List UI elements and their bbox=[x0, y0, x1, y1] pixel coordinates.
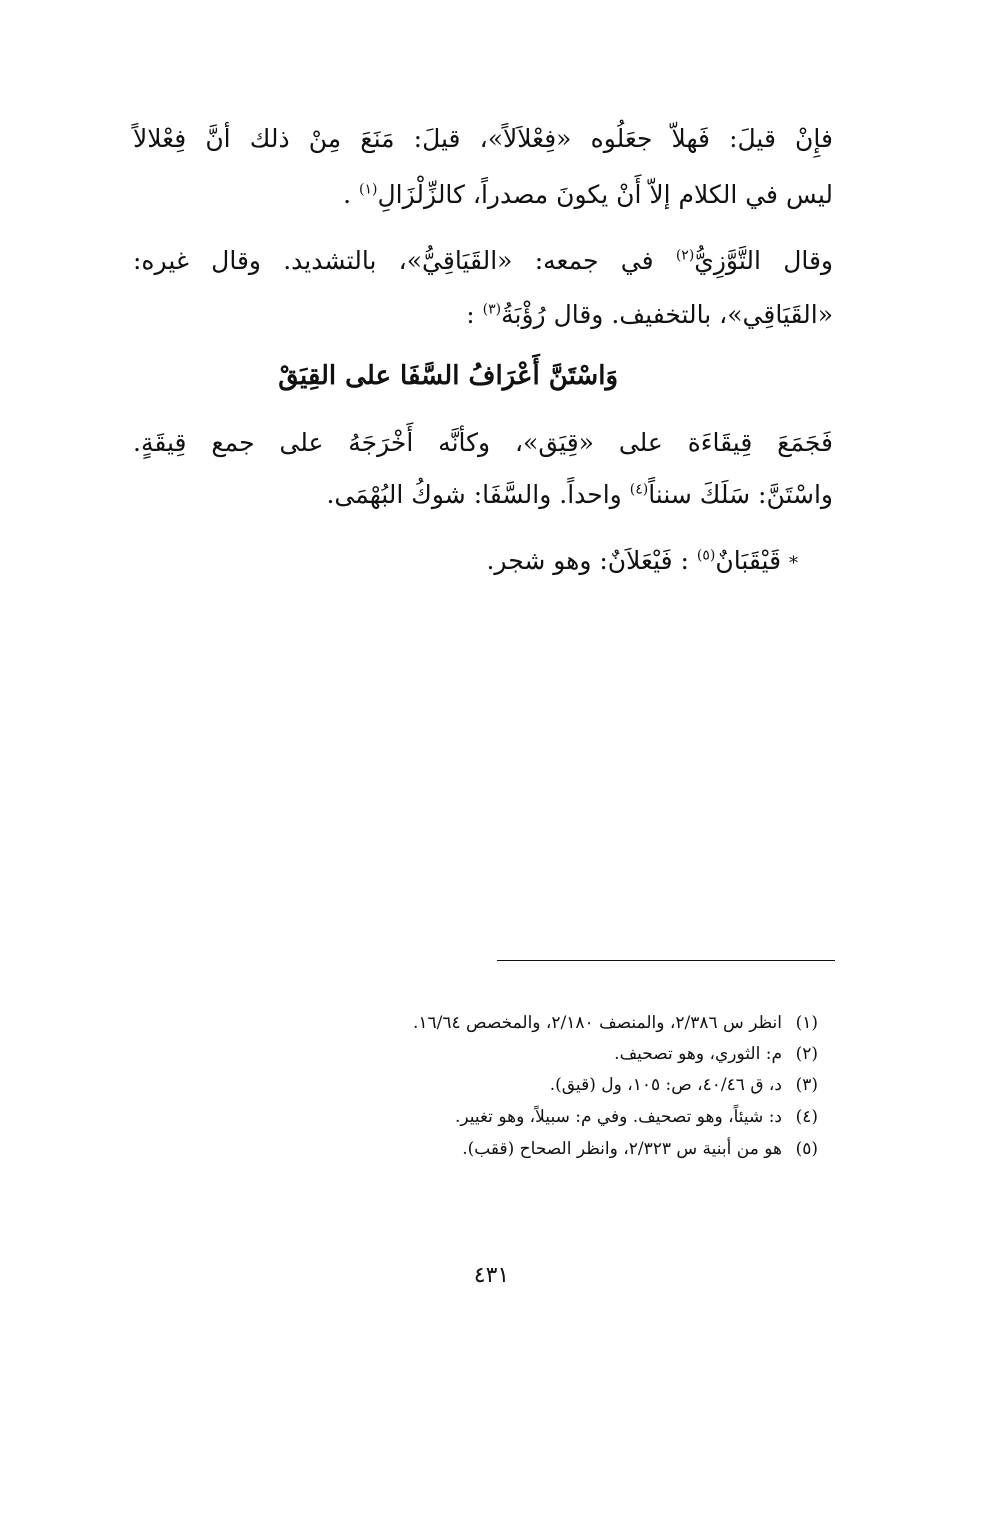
footnote-ref-1: (١) bbox=[359, 181, 378, 198]
footnote-ref-5: (٥) bbox=[696, 547, 716, 564]
footnote-5-text: هو من أبنية س ٢/٣٢٣، وانظر الصحاح (ققب). bbox=[462, 1139, 782, 1159]
footnote-1 bbox=[413, 1012, 818, 1034]
verse-line: وَاسْتَنَّ أَعْرَافُ السَّفَا على القِيَقْ bbox=[278, 361, 618, 391]
body-line-4-b: : bbox=[466, 300, 483, 329]
footnote-4-text: د: شيئاً، وهو تصحيف. وفي م: سبيلاً، وهو تغيير. bbox=[454, 1107, 782, 1127]
entry-line bbox=[486, 546, 798, 579]
body-line-1: فإِنْ قيلَ: فَهلاّ جعَلُوه «فِعْلاَلاً»، قيلَ: مَنَعَ مِنْ ذلك أنَّ فِعْلالاً bbox=[133, 124, 833, 153]
footnote-5 bbox=[462, 1138, 818, 1160]
footnote-3 bbox=[550, 1074, 818, 1096]
footnote-2 bbox=[614, 1043, 818, 1065]
footnote-ref-2: (٢) bbox=[675, 247, 695, 264]
body-line-2-end: . bbox=[343, 180, 360, 209]
body-line-5: فَجَمَعَ قِيقَاءَة على «قِيَق»، وكأنَّه أَخْرَجَهُ على جمع قِيقَةٍ. bbox=[133, 428, 833, 457]
body-line-2 bbox=[343, 180, 833, 210]
body-line-6-a: واسْتَنَّ: سَلَكَ سنناً bbox=[648, 480, 833, 509]
footnote-4 bbox=[455, 1106, 818, 1128]
body-line-4-a: «القَيَاقِي»، بالتخفيف. وقال رُؤْبَةُ bbox=[501, 300, 833, 329]
footnote-separator bbox=[497, 960, 835, 961]
entry-star: * bbox=[789, 553, 798, 574]
body-line-2-text: ليس في الكلام إلاّ أَنْ يكونَ مصدراً، كالزِّلْزَالِ bbox=[377, 180, 833, 209]
entry-headword: قَيْقَبَانٌ bbox=[715, 546, 789, 575]
page-number: ٤٣١ bbox=[473, 1263, 510, 1288]
footnote-ref-3: (٣) bbox=[482, 301, 502, 318]
body-line-3-b: في جمعه: «القَيَاقِيُّ»، بالتشديد. وقال غيره: bbox=[133, 246, 676, 275]
footnote-2-number: (٢) bbox=[795, 1044, 818, 1064]
body-line-3-a: وقال التَّوَّزِيُّ bbox=[694, 246, 833, 275]
entry-definition: : فَيْعَلاَنٌ: وهو شجر. bbox=[486, 546, 697, 575]
footnote-1-text: انظر س ٢/٣٨٦، والمنصف ٢/١٨٠، والمخصص ١٦/٦٤. bbox=[412, 1013, 782, 1033]
footnote-3-text: د، ق ٤٠/٤٦، ص: ١٠٥، ول (قيق). bbox=[549, 1075, 782, 1095]
body-line-4 bbox=[466, 300, 833, 330]
footnote-5-number: (٥) bbox=[795, 1139, 818, 1159]
footnote-1-number: (١) bbox=[795, 1013, 818, 1033]
footnote-2-text: م: الثوري، وهو تصحيف. bbox=[614, 1044, 782, 1064]
footnote-ref-4: (٤) bbox=[629, 481, 649, 498]
body-line-6-b: واحداً. والسَّفَا: شوكُ البُهْمَى. bbox=[326, 480, 630, 509]
footnote-4-number: (٤) bbox=[795, 1107, 818, 1127]
footnote-3-number: (٣) bbox=[795, 1075, 818, 1095]
body-line-3 bbox=[133, 246, 833, 276]
body-line-6 bbox=[326, 480, 833, 510]
